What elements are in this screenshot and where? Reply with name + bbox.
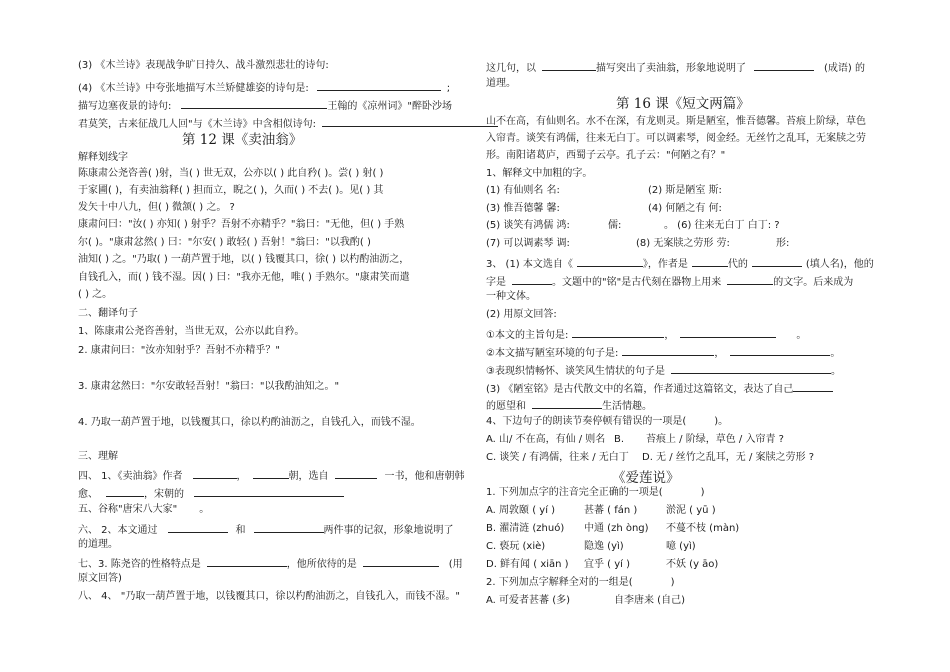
answer-blank[interactable]	[363, 556, 439, 567]
question-line: (5) 谈笑有鸿儒 鸿: 儒: 。 (6) 往来无白丁 白丁: ?	[486, 220, 780, 231]
answer-blank[interactable]	[317, 80, 441, 91]
choice-line: C. 谈笑 / 有鸿儒，往来 / 无白丁 D. 无 / 丝竹之乱耳，无 / 案牍之劳形 ?	[486, 452, 814, 463]
answer-blank[interactable]	[793, 381, 833, 392]
answer-blank[interactable]	[542, 60, 596, 71]
question-line: ③表现织情畅怀、谈笑风生情状的句子是 。	[486, 363, 841, 378]
section-heading: 三、理解	[78, 451, 118, 462]
question-line: 的道理。	[78, 539, 118, 550]
choice-line: A. 山/ 不在高，有仙 / 则名 B. 苔痕上 / 阶绿，草色 / 入帘青 ?	[486, 434, 784, 445]
question-line: (7) 可以调素琴 调: (8) 无案牍之劳形 劳: 形:	[486, 238, 790, 249]
question-line: 八、 4、 "乃取一葫芦置于地，以钱覆其口，徐以杓酌油沥之，自钱孔入，而钱不湿。"	[78, 591, 460, 602]
text-line: 发矢十中八九，但( ) 微颔( ) 之。 ?	[78, 202, 235, 213]
question-line: 四、 1、《卖油翁》作者 ， 朝，选自 一书，他和唐朝韩	[78, 468, 465, 483]
answer-blank[interactable]	[577, 256, 643, 267]
choice-line: B. 濯清涟 (zhuó) 中通 (zh òng) 不蔓不枝 (màn)	[486, 523, 740, 534]
poem-q4: (4) 《木兰诗》中夸张地描写木兰矫健雄姿的诗句是: ;	[78, 80, 450, 95]
text-line: 油知( ) 之。"乃取( ) 一葫芦置于地，以( ) 钱覆其口，徐( ) 以杓酌油沥之，	[78, 254, 410, 265]
text-line: 尔( )。"康肃忿然( ) 曰："尔安( ) 敢轻( ) 吾射！"翁曰："以我酌( )	[78, 237, 371, 248]
question-line: 六、 2、本文通过 和 两件事的记叙，形象地说明了	[78, 522, 454, 537]
answer-blank[interactable]	[181, 98, 327, 109]
choice-line: A. 可爱者甚蕃 (多) 自李唐来 (自己)	[486, 595, 685, 606]
text-line: 入帘青。谈笑有鸿儒，往来无白丁。可以调素琴，阅金经。无丝竹之乱耳，无案牍之劳	[486, 133, 866, 144]
question-line: (3) 《陋室铭》是古代散文中的名篇，作者通过这篇铭文，表达了自己	[486, 381, 833, 396]
text-line: ( ) 之。	[78, 289, 113, 300]
poem-q3: (3) 《木兰诗》表现战争旷日持久、战斗激烈悲壮的诗句:	[78, 60, 329, 71]
question-line: 一种文体。	[486, 291, 536, 302]
answer-blank[interactable]	[727, 274, 773, 285]
question-line: (2) 用原文回答:	[486, 309, 557, 320]
answer-blank[interactable]	[335, 468, 377, 479]
translate-item: 4. 乃取一葫芦置于地，以钱覆其口，徐以杓酌油沥之，自钱孔入，而钱不湿。	[78, 417, 421, 428]
answer-blank[interactable]	[168, 522, 228, 533]
question-line: 4、下边句子的朗读节奏停顿有错误的一项是( )。	[486, 416, 729, 427]
answer-blank[interactable]	[207, 556, 287, 567]
choice-line: D. 鲜有闻 ( xiān ) 宜乎 ( yí ) 不妖 (y āo)	[486, 559, 719, 570]
question-line: 的愿望和 生活情趣。	[486, 398, 652, 413]
question-line: (3) 惟吾德馨 馨: (4) 何陋之有 何:	[486, 203, 722, 214]
question-line: 2. 下列加点字解释全对的一组是( )	[486, 577, 675, 588]
question-line: 原文回答)	[78, 573, 122, 584]
question-line: 字是 。文题中的"铭"是古代刻在器物上用来 的文字。后来成为	[486, 274, 853, 289]
lesson-12-title: 第 12 课《卖油翁》	[182, 132, 303, 148]
answer-blank[interactable]	[680, 327, 776, 338]
answer-blank[interactable]	[730, 345, 830, 356]
answer-blank[interactable]	[622, 345, 714, 356]
answer-blank[interactable]	[752, 256, 802, 267]
text-line: 陈康肃公尧咨善( )射，当( ) 世无双，公亦以( ) 此自矜( )。尝( ) 射( )	[78, 168, 384, 179]
text-line: 康肃问曰："汝( ) 亦知( ) 射乎？吾射不亦精乎？"翁曰："无他，但( ) 手熟	[78, 219, 405, 230]
question-line: 愈、 ，宋朝的	[78, 486, 344, 501]
question-line: ②本文描写陋室环境的句子是: ， 。	[486, 345, 840, 360]
answer-blank[interactable]	[194, 486, 344, 497]
question-line: 七、3. 陈尧咨的性格特点是 ，他所依待的是 (用	[78, 556, 463, 571]
answer-blank[interactable]	[532, 398, 602, 409]
question-line: 1. 下列加点字的注音完全正确的一项是( )	[486, 487, 705, 498]
lesson-16-title: 第 16 课《短文两篇》	[616, 96, 750, 112]
text-line: 自钱孔入，而( ) 钱不湿。因( ) 曰："我亦无他，唯( ) 手熟尔。"康肃笑而遣	[78, 272, 410, 283]
answer-blank[interactable]	[671, 363, 831, 374]
ailian-title: 《爱莲说》	[612, 470, 680, 486]
poem-similar: 君莫笑，古来征战几人回"与《木兰诗》中含相似诗句:	[78, 116, 498, 131]
translate-item: 2. 康肃问曰："汝亦知射乎？吾射不亦精乎？"	[78, 345, 280, 356]
section-heading: 解释划线字	[78, 152, 128, 163]
question-line: 道理。	[486, 78, 516, 89]
translate-item: 3. 康肃忿然曰："尔安敢轻吾射！"翁曰："以我酌油知之。"	[78, 381, 340, 392]
answer-blank[interactable]	[754, 60, 814, 71]
answer-blank[interactable]	[253, 468, 289, 479]
translate-item: 1、陈康肃公尧咨善射，当世无双，公亦以此自矜。	[78, 326, 305, 337]
answer-blank[interactable]	[106, 486, 144, 497]
answer-blank[interactable]	[512, 274, 552, 285]
section-heading: 1、解释文中加粗的字。	[486, 168, 593, 179]
poem-border-night: 描写边塞夜景的诗句: 王翰的《凉州词》"醉卧沙场	[78, 98, 452, 113]
choice-line: C. 亵玩 (xiè) 隐逸 (yì) 噫 (yì)	[486, 541, 696, 552]
text-line: 于家圃( )，有卖油翁释( ) 担而立，睨之( )，久而( ) 不去( )。见( ) 其	[78, 185, 384, 196]
answer-blank[interactable]	[572, 327, 664, 338]
answer-blank[interactable]	[322, 116, 498, 127]
question-line: ①本文的主旨句是: ， 。	[486, 327, 806, 342]
question-line: 3、 (1) 本文选自《 》，作者是 代的 (填人名)，他的	[486, 256, 874, 271]
answer-blank[interactable]	[692, 256, 728, 267]
answer-blank[interactable]	[193, 468, 237, 479]
text-line: 山不在高，有仙则名。水不在深，有龙则灵。斯是陋室，惟吾德馨。苔痕上阶绿，草色	[486, 116, 866, 127]
question-line: 五、谷称"唐宋八大家" 。	[78, 504, 210, 515]
question-line: (1) 有仙则名 名: (2) 斯是陋室 斯:	[486, 185, 722, 196]
section-heading: 二、翻译句子	[78, 308, 138, 319]
answer-blank[interactable]	[254, 522, 324, 533]
text-line: 形。南阳诸葛庐，西蜀子云亭。孔子云："何陋之有？"	[486, 150, 726, 161]
question-line: 这几句，以 描写突出了卖油翁，形象地说明了 (成语) 的	[486, 60, 865, 75]
choice-line: A. 周敦颐 ( yí ) 甚蕃 ( fán ) 淤泥 ( yū )	[486, 505, 716, 516]
